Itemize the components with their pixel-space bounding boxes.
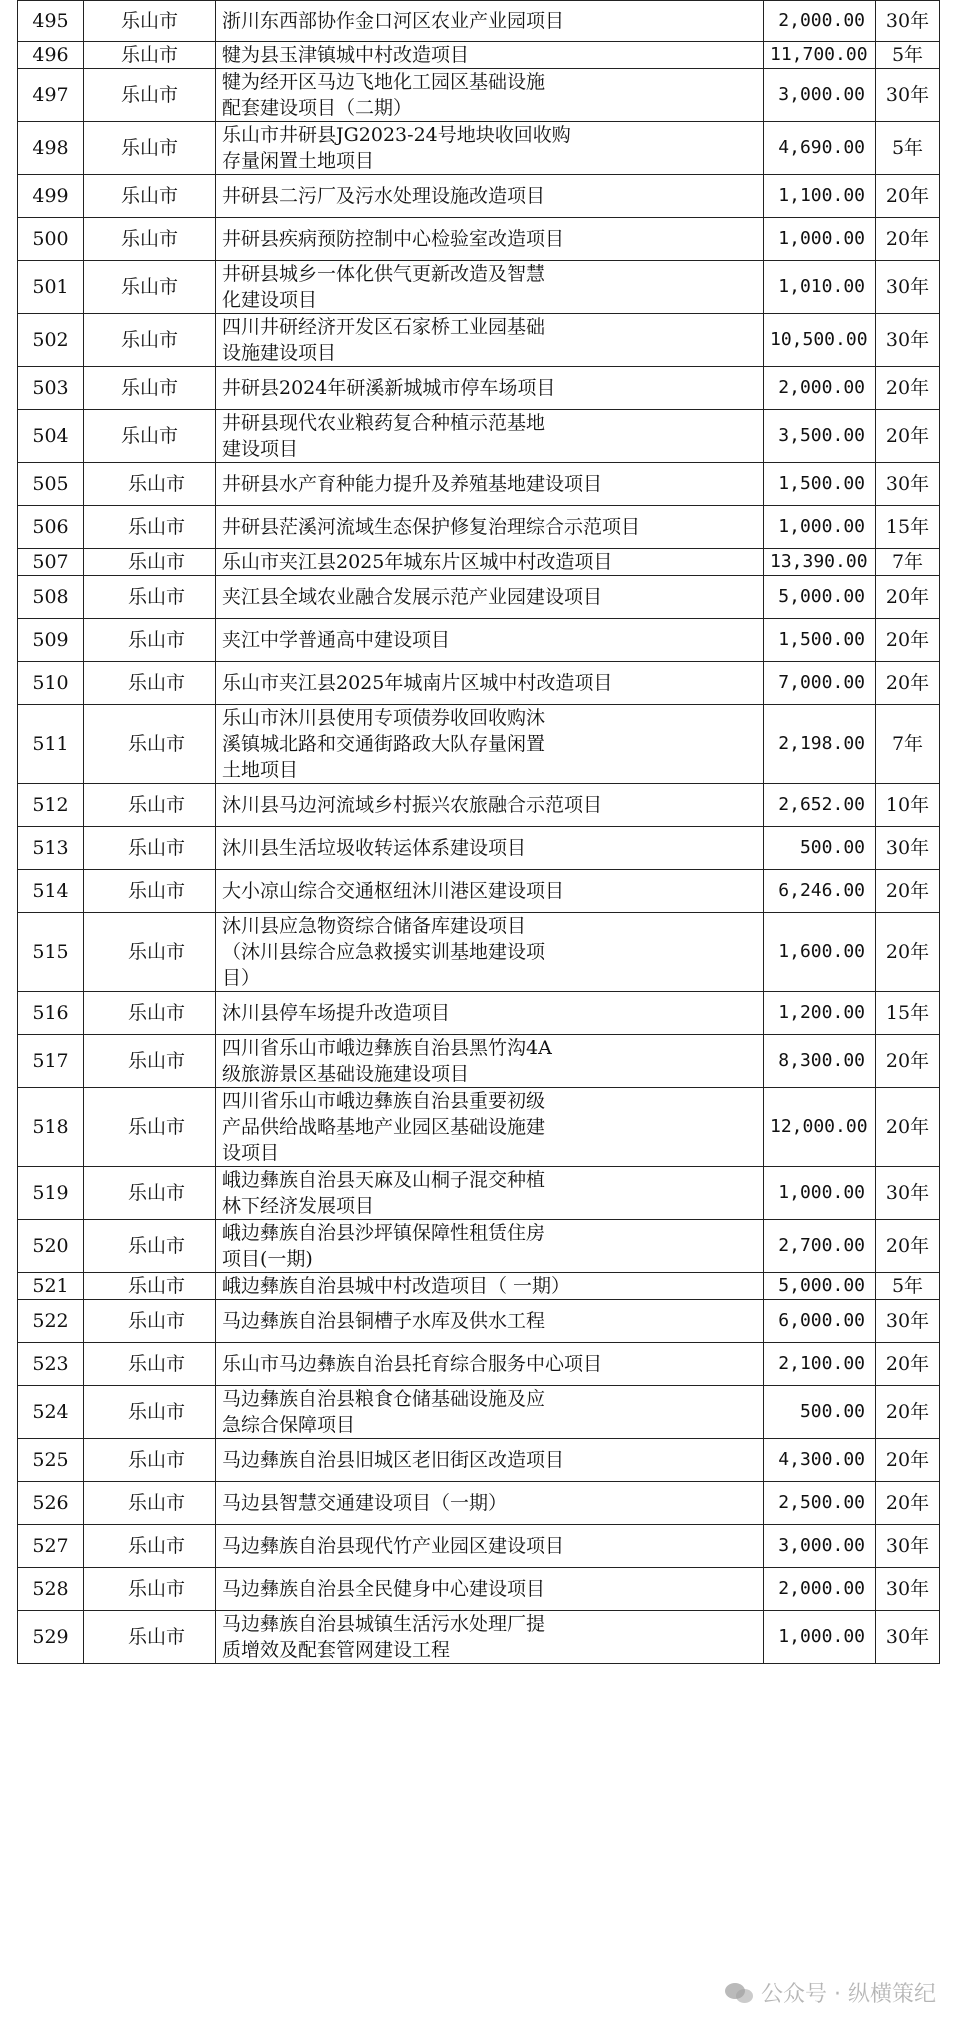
row-number: 511 bbox=[18, 705, 84, 784]
row-amount: 1,200.00 bbox=[764, 992, 876, 1035]
row-number: 512 bbox=[18, 784, 84, 827]
row-city: 乐山市 bbox=[84, 549, 216, 576]
table-row bbox=[18, 261, 940, 314]
row-number: 497 bbox=[18, 69, 84, 122]
row-amount: 2,652.00 bbox=[764, 784, 876, 827]
row-term: 10年 bbox=[876, 784, 940, 827]
row-amount: 5,000.00 bbox=[764, 576, 876, 619]
table-row bbox=[18, 827, 940, 870]
table-row bbox=[18, 69, 940, 122]
wechat-icon bbox=[725, 1981, 755, 2005]
row-city: 乐山市 bbox=[84, 1, 216, 42]
row-amount: 6,246.00 bbox=[764, 870, 876, 913]
row-amount: 3,500.00 bbox=[764, 410, 876, 463]
row-term: 20年 bbox=[876, 1482, 940, 1525]
row-term: 20年 bbox=[876, 662, 940, 705]
row-term: 30年 bbox=[876, 261, 940, 314]
row-amount: 4,690.00 bbox=[764, 122, 876, 175]
row-term: 20年 bbox=[876, 870, 940, 913]
row-number: 509 bbox=[18, 619, 84, 662]
row-number: 496 bbox=[18, 42, 84, 69]
table-row bbox=[18, 1088, 940, 1167]
row-amount: 2,198.00 bbox=[764, 705, 876, 784]
row-city: 乐山市 bbox=[84, 506, 216, 549]
row-term: 5年 bbox=[876, 122, 940, 175]
row-amount: 1,010.00 bbox=[764, 261, 876, 314]
watermark-text: 公众号 · 纵横策纪 bbox=[761, 1982, 936, 2007]
row-amount: 2,100.00 bbox=[764, 1343, 876, 1386]
row-term: 5年 bbox=[876, 1273, 940, 1300]
row-term: 30年 bbox=[876, 69, 940, 122]
table-row bbox=[18, 506, 940, 549]
row-amount: 2,500.00 bbox=[764, 1482, 876, 1525]
row-number: 501 bbox=[18, 261, 84, 314]
row-amount: 1,000.00 bbox=[764, 218, 876, 261]
watermark bbox=[725, 1977, 936, 2008]
row-city: 乐山市 bbox=[84, 576, 216, 619]
row-city: 乐山市 bbox=[84, 1525, 216, 1568]
row-project-name: 井研县水产育种能力提升及养殖基地建设项目 bbox=[216, 463, 764, 506]
row-project-name: 马边彝族自治县铜槽子水库及供水工程 bbox=[216, 1300, 764, 1343]
row-number: 500 bbox=[18, 218, 84, 261]
row-number: 519 bbox=[18, 1167, 84, 1220]
row-term: 30年 bbox=[876, 314, 940, 367]
row-amount: 2,000.00 bbox=[764, 367, 876, 410]
table-row bbox=[18, 1, 940, 42]
row-project-name: 井研县城乡一体化供气更新改造及智慧 化建设项目 bbox=[216, 261, 764, 314]
row-term: 20年 bbox=[876, 1088, 940, 1167]
row-city: 乐山市 bbox=[84, 218, 216, 261]
row-number: 506 bbox=[18, 506, 84, 549]
row-number: 508 bbox=[18, 576, 84, 619]
row-amount: 7,000.00 bbox=[764, 662, 876, 705]
row-project-name: 犍为县玉津镇城中村改造项目 bbox=[216, 42, 764, 69]
row-amount: 6,000.00 bbox=[764, 1300, 876, 1343]
row-city: 乐山市 bbox=[84, 619, 216, 662]
row-term: 30年 bbox=[876, 1611, 940, 1664]
table-row bbox=[18, 870, 940, 913]
row-term: 20年 bbox=[876, 1386, 940, 1439]
row-city: 乐山市 bbox=[84, 463, 216, 506]
row-amount: 5,000.00 bbox=[764, 1273, 876, 1300]
row-amount: 2,000.00 bbox=[764, 1568, 876, 1611]
row-project-name: 犍为经开区马边飞地化工园区基础设施 配套建设项目（二期） bbox=[216, 69, 764, 122]
row-city: 乐山市 bbox=[84, 1088, 216, 1167]
row-amount: 1,500.00 bbox=[764, 463, 876, 506]
row-project-name: 井研县二污厂及污水处理设施改造项目 bbox=[216, 175, 764, 218]
row-number: 495 bbox=[18, 1, 84, 42]
row-city: 乐山市 bbox=[84, 1568, 216, 1611]
row-amount: 4,300.00 bbox=[764, 1439, 876, 1482]
row-city: 乐山市 bbox=[84, 705, 216, 784]
row-city: 乐山市 bbox=[84, 69, 216, 122]
row-number: 498 bbox=[18, 122, 84, 175]
row-number: 503 bbox=[18, 367, 84, 410]
row-project-name: 沐川县应急物资综合储备库建设项目 （沐川县综合应急救援实训基地建设项 目） bbox=[216, 913, 764, 992]
row-term: 30年 bbox=[876, 1568, 940, 1611]
row-project-name: 马边彝族自治县粮食仓储基础设施及应 急综合保障项目 bbox=[216, 1386, 764, 1439]
row-city: 乐山市 bbox=[84, 1220, 216, 1273]
row-city: 乐山市 bbox=[84, 870, 216, 913]
table-row bbox=[18, 1300, 940, 1343]
table-row bbox=[18, 992, 940, 1035]
row-city: 乐山市 bbox=[84, 662, 216, 705]
row-number: 524 bbox=[18, 1386, 84, 1439]
row-number: 499 bbox=[18, 175, 84, 218]
table-row bbox=[18, 576, 940, 619]
row-term: 30年 bbox=[876, 1, 940, 42]
row-project-name: 沐川县停车场提升改造项目 bbox=[216, 992, 764, 1035]
row-number: 513 bbox=[18, 827, 84, 870]
table-body bbox=[18, 1, 940, 1664]
table-row bbox=[18, 549, 940, 576]
table-row bbox=[18, 218, 940, 261]
row-number: 505 bbox=[18, 463, 84, 506]
row-number: 507 bbox=[18, 549, 84, 576]
project-table bbox=[17, 0, 940, 1664]
row-number: 528 bbox=[18, 1568, 84, 1611]
table-row bbox=[18, 1482, 940, 1525]
row-term: 30年 bbox=[876, 463, 940, 506]
row-city: 乐山市 bbox=[84, 827, 216, 870]
table-row bbox=[18, 175, 940, 218]
row-project-name: 四川井研经济开发区石家桥工业园基础 设施建设项目 bbox=[216, 314, 764, 367]
table-row bbox=[18, 1568, 940, 1611]
row-city: 乐山市 bbox=[84, 1482, 216, 1525]
row-city: 乐山市 bbox=[84, 992, 216, 1035]
row-number: 518 bbox=[18, 1088, 84, 1167]
row-amount: 8,300.00 bbox=[764, 1035, 876, 1088]
row-city: 乐山市 bbox=[84, 1273, 216, 1300]
row-term: 15年 bbox=[876, 506, 940, 549]
row-project-name: 井研县茫溪河流域生态保护修复治理综合示范项目 bbox=[216, 506, 764, 549]
table-row bbox=[18, 1220, 940, 1273]
table-row bbox=[18, 1611, 940, 1664]
row-amount: 2,000.00 bbox=[764, 1, 876, 42]
row-city: 乐山市 bbox=[84, 1611, 216, 1664]
row-city: 乐山市 bbox=[84, 784, 216, 827]
row-term: 20年 bbox=[876, 576, 940, 619]
row-term: 20年 bbox=[876, 175, 940, 218]
row-amount: 12,000.00 bbox=[764, 1088, 876, 1167]
row-term: 5年 bbox=[876, 42, 940, 69]
row-project-name: 乐山市沐川县使用专项债券收回收购沐 溪镇城北路和交通街路政大队存量闲置 土地项目 bbox=[216, 705, 764, 784]
row-term: 30年 bbox=[876, 1167, 940, 1220]
row-term: 30年 bbox=[876, 1300, 940, 1343]
row-project-name: 井研县现代农业粮药复合种植示范基地 建设项目 bbox=[216, 410, 764, 463]
row-project-name: 夹江中学普通高中建设项目 bbox=[216, 619, 764, 662]
row-amount: 500.00 bbox=[764, 1386, 876, 1439]
row-amount: 1,100.00 bbox=[764, 175, 876, 218]
row-amount: 13,390.00 bbox=[764, 549, 876, 576]
row-project-name: 乐山市马边彝族自治县托育综合服务中心项目 bbox=[216, 1343, 764, 1386]
row-amount: 1,600.00 bbox=[764, 913, 876, 992]
row-term: 30年 bbox=[876, 1525, 940, 1568]
row-amount: 500.00 bbox=[764, 827, 876, 870]
row-project-name: 四川省乐山市峨边彝族自治县黑竹沟4A 级旅游景区基础设施建设项目 bbox=[216, 1035, 764, 1088]
row-amount: 11,700.00 bbox=[764, 42, 876, 69]
table-row bbox=[18, 1386, 940, 1439]
row-number: 502 bbox=[18, 314, 84, 367]
row-amount: 3,000.00 bbox=[764, 69, 876, 122]
row-number: 510 bbox=[18, 662, 84, 705]
table-row bbox=[18, 705, 940, 784]
row-city: 乐山市 bbox=[84, 261, 216, 314]
row-number: 516 bbox=[18, 992, 84, 1035]
row-term: 20年 bbox=[876, 367, 940, 410]
row-city: 乐山市 bbox=[84, 1439, 216, 1482]
row-number: 520 bbox=[18, 1220, 84, 1273]
row-amount: 1,000.00 bbox=[764, 506, 876, 549]
table-row bbox=[18, 662, 940, 705]
row-number: 521 bbox=[18, 1273, 84, 1300]
row-term: 20年 bbox=[876, 218, 940, 261]
row-city: 乐山市 bbox=[84, 175, 216, 218]
row-term: 20年 bbox=[876, 1439, 940, 1482]
row-project-name: 马边县智慧交通建设项目（一期） bbox=[216, 1482, 764, 1525]
table-row bbox=[18, 463, 940, 506]
table-row bbox=[18, 1035, 940, 1088]
row-number: 527 bbox=[18, 1525, 84, 1568]
row-project-name: 沐川县马边河流域乡村振兴农旅融合示范项目 bbox=[216, 784, 764, 827]
row-number: 504 bbox=[18, 410, 84, 463]
table-row bbox=[18, 1525, 940, 1568]
row-project-name: 浙川东西部协作金口河区农业产业园项目 bbox=[216, 1, 764, 42]
row-project-name: 马边彝族自治县现代竹产业园区建设项目 bbox=[216, 1525, 764, 1568]
table-row bbox=[18, 42, 940, 69]
row-term: 20年 bbox=[876, 1035, 940, 1088]
row-city: 乐山市 bbox=[84, 1343, 216, 1386]
row-city: 乐山市 bbox=[84, 1035, 216, 1088]
row-city: 乐山市 bbox=[84, 122, 216, 175]
table-row bbox=[18, 1273, 940, 1300]
table-wrapper bbox=[17, 0, 939, 1664]
row-number: 514 bbox=[18, 870, 84, 913]
row-project-name: 峨边彝族自治县城中村改造项目（ 一期） bbox=[216, 1273, 764, 1300]
row-project-name: 峨边彝族自治县沙坪镇保障性租赁住房 项目(一期) bbox=[216, 1220, 764, 1273]
row-number: 517 bbox=[18, 1035, 84, 1088]
row-city: 乐山市 bbox=[84, 367, 216, 410]
row-city: 乐山市 bbox=[84, 410, 216, 463]
row-project-name: 大小凉山综合交通枢纽沐川港区建设项目 bbox=[216, 870, 764, 913]
row-project-name: 井研县2024年研溪新城城市停车场项目 bbox=[216, 367, 764, 410]
row-project-name: 沐川县生活垃圾收转运体系建设项目 bbox=[216, 827, 764, 870]
row-city: 乐山市 bbox=[84, 1300, 216, 1343]
row-project-name: 马边彝族自治县城镇生活污水处理厂提 质增效及配套管网建设工程 bbox=[216, 1611, 764, 1664]
row-project-name: 井研县疾病预防控制中心检验室改造项目 bbox=[216, 218, 764, 261]
table-row bbox=[18, 122, 940, 175]
row-term: 30年 bbox=[876, 827, 940, 870]
row-term: 7年 bbox=[876, 705, 940, 784]
table-row bbox=[18, 619, 940, 662]
row-city: 乐山市 bbox=[84, 42, 216, 69]
row-number: 515 bbox=[18, 913, 84, 992]
row-project-name: 乐山市井研县JG2023-24号地块收回收购 存量闲置土地项目 bbox=[216, 122, 764, 175]
table-row bbox=[18, 367, 940, 410]
table-row bbox=[18, 784, 940, 827]
row-number: 526 bbox=[18, 1482, 84, 1525]
table-row bbox=[18, 410, 940, 463]
row-amount: 2,700.00 bbox=[764, 1220, 876, 1273]
row-project-name: 乐山市夹江县2025年城东片区城中村改造项目 bbox=[216, 549, 764, 576]
row-amount: 3,000.00 bbox=[764, 1525, 876, 1568]
row-project-name: 乐山市夹江县2025年城南片区城中村改造项目 bbox=[216, 662, 764, 705]
row-city: 乐山市 bbox=[84, 314, 216, 367]
row-number: 525 bbox=[18, 1439, 84, 1482]
row-amount: 1,500.00 bbox=[764, 619, 876, 662]
row-amount: 1,000.00 bbox=[764, 1611, 876, 1664]
row-city: 乐山市 bbox=[84, 913, 216, 992]
row-number: 522 bbox=[18, 1300, 84, 1343]
row-term: 20年 bbox=[876, 1220, 940, 1273]
row-project-name: 四川省乐山市峨边彝族自治县重要初级 产品供给战略基地产业园区基础设施建 设项目 bbox=[216, 1088, 764, 1167]
row-term: 7年 bbox=[876, 549, 940, 576]
row-term: 20年 bbox=[876, 913, 940, 992]
row-term: 20年 bbox=[876, 410, 940, 463]
row-amount: 10,500.00 bbox=[764, 314, 876, 367]
row-project-name: 马边彝族自治县旧城区老旧街区改造项目 bbox=[216, 1439, 764, 1482]
row-project-name: 马边彝族自治县全民健身中心建设项目 bbox=[216, 1568, 764, 1611]
table-row bbox=[18, 913, 940, 992]
row-project-name: 峨边彝族自治县天麻及山桐子混交种植 林下经济发展项目 bbox=[216, 1167, 764, 1220]
row-term: 20年 bbox=[876, 619, 940, 662]
row-term: 20年 bbox=[876, 1343, 940, 1386]
row-term: 15年 bbox=[876, 992, 940, 1035]
row-city: 乐山市 bbox=[84, 1167, 216, 1220]
row-amount: 1,000.00 bbox=[764, 1167, 876, 1220]
table-row bbox=[18, 1343, 940, 1386]
row-project-name: 夹江县全域农业融合发展示范产业园建设项目 bbox=[216, 576, 764, 619]
table-row bbox=[18, 1439, 940, 1482]
table-row bbox=[18, 1167, 940, 1220]
table-row bbox=[18, 314, 940, 367]
row-city: 乐山市 bbox=[84, 1386, 216, 1439]
row-number: 523 bbox=[18, 1343, 84, 1386]
row-number: 529 bbox=[18, 1611, 84, 1664]
